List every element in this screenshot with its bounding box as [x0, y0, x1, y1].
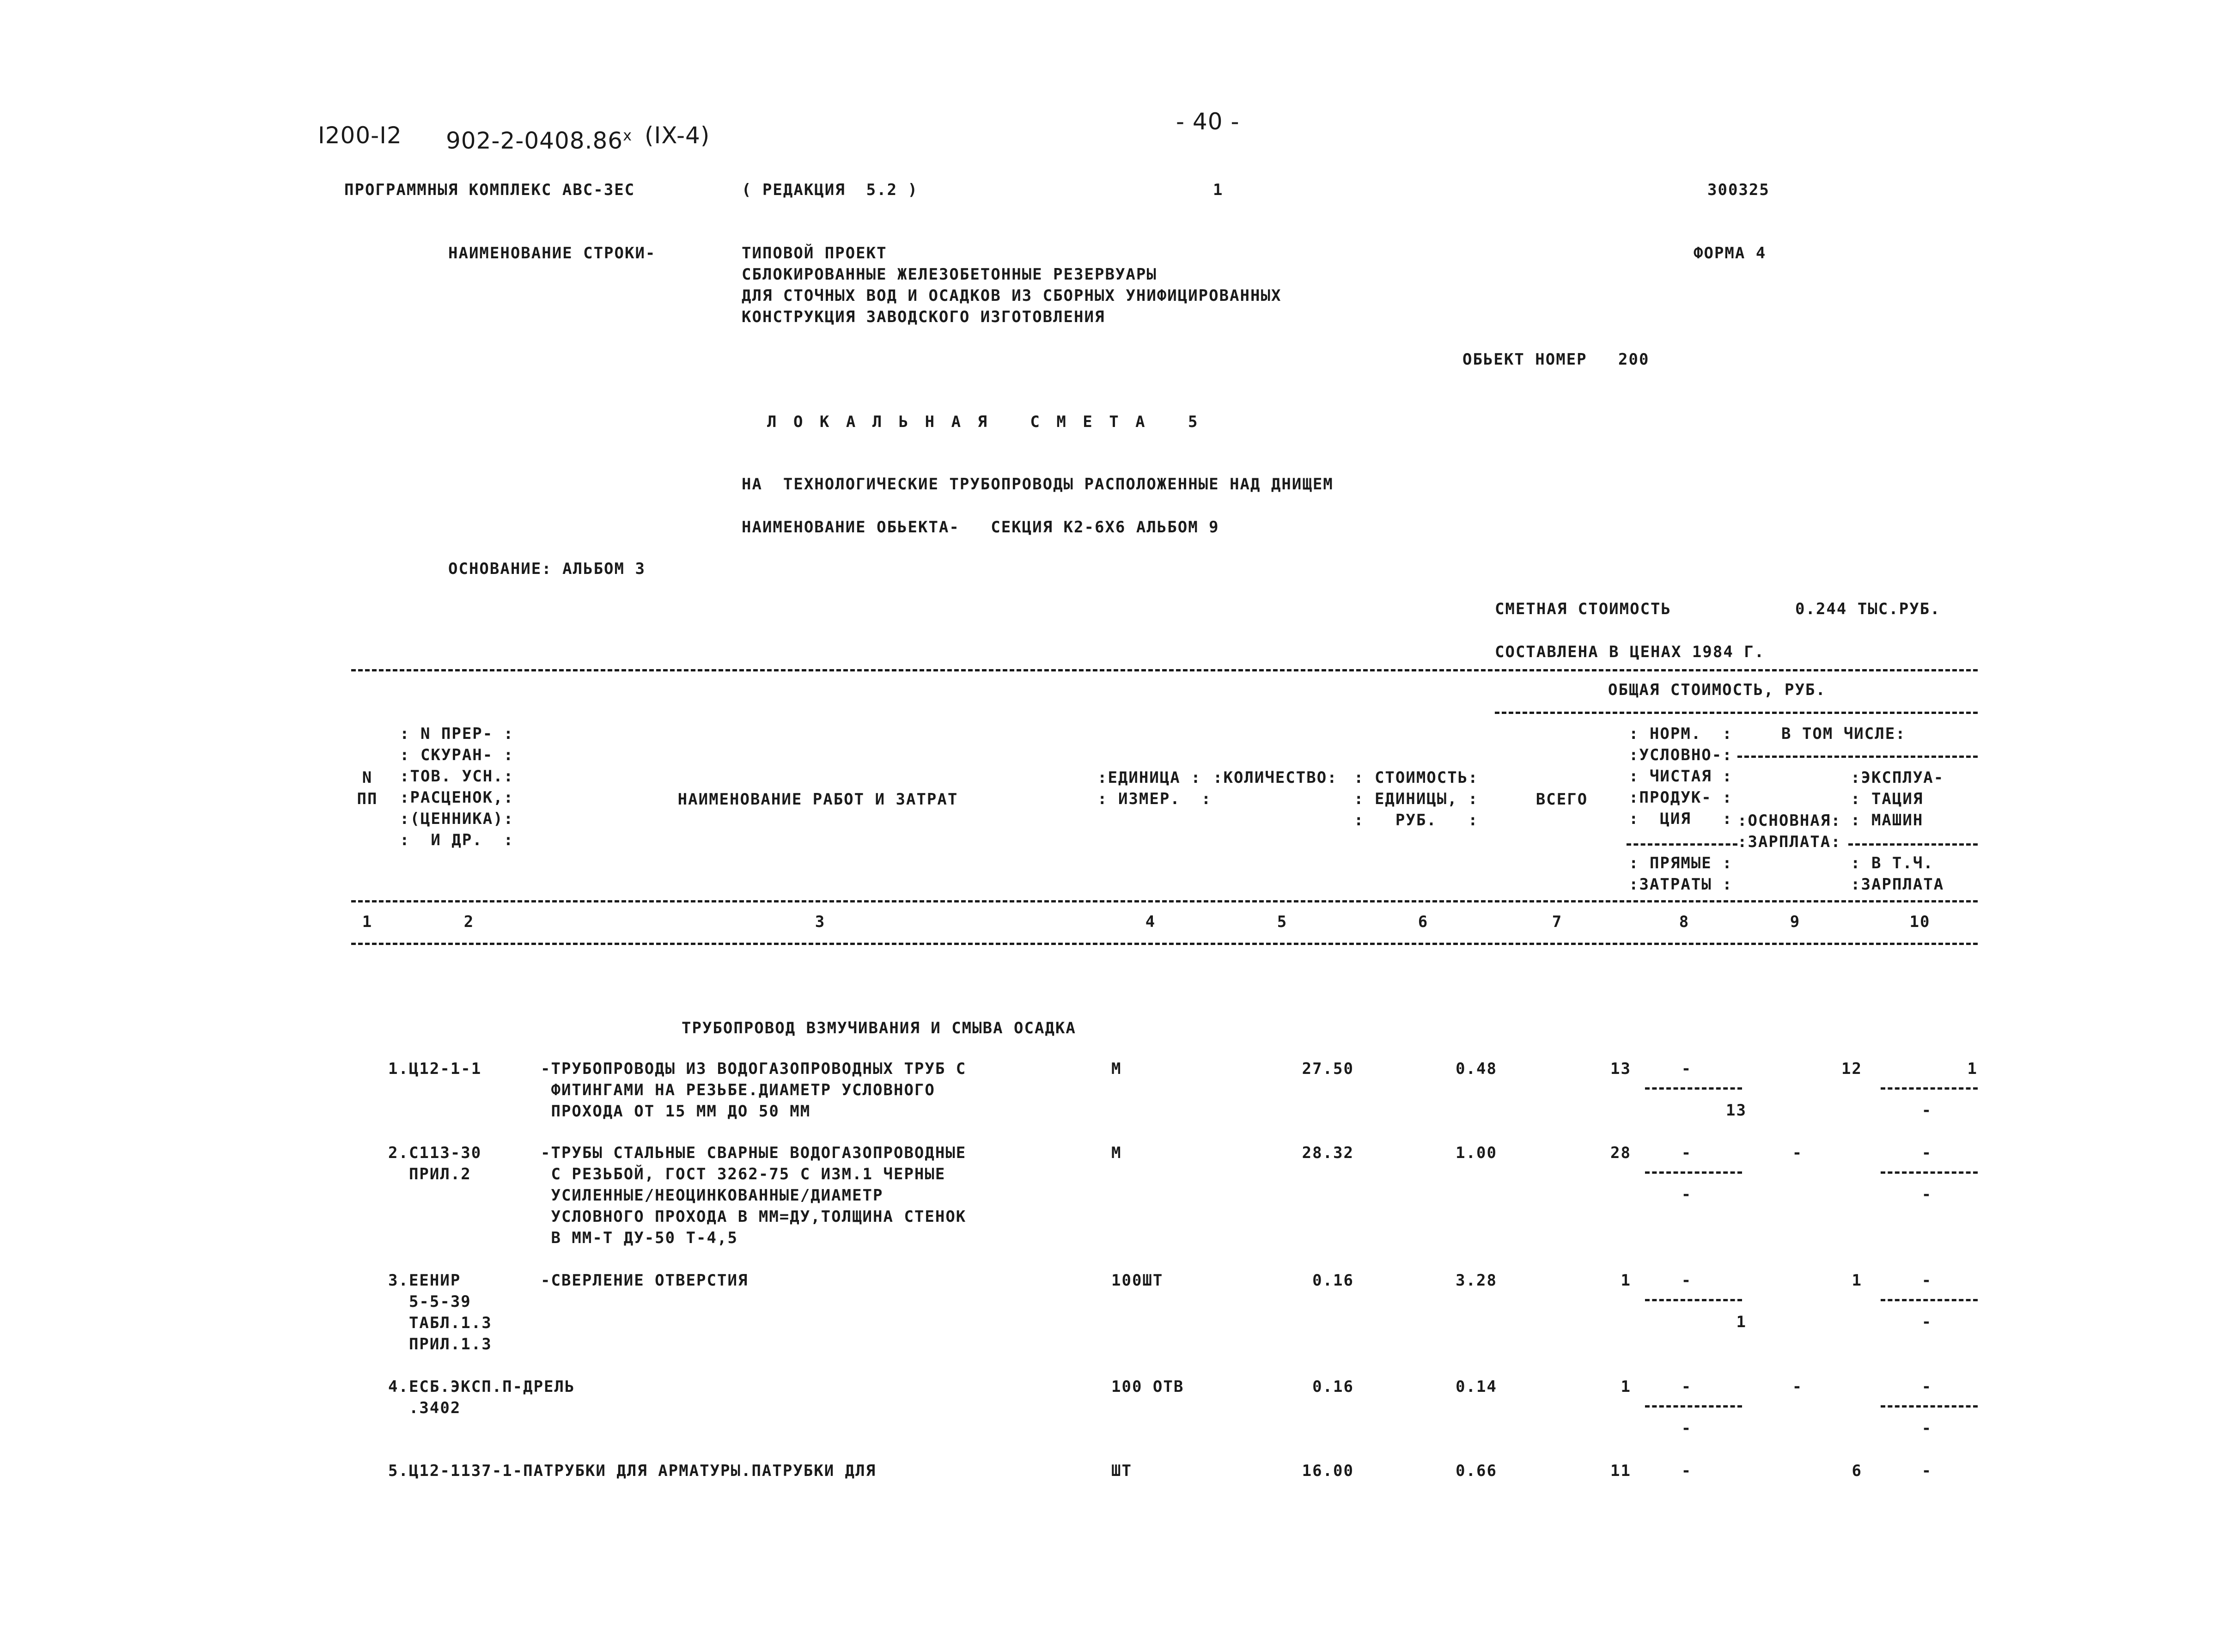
total-cost-group: ОБЩАЯ СТОИМОСТЬ, РУБ.	[1608, 681, 1826, 699]
row-code: 2.С113-30 ПРИЛ.2	[388, 1144, 482, 1183]
cell-rule	[1881, 1299, 1978, 1301]
col-number: 8	[1679, 913, 1690, 931]
stamp-part: (IX-4)	[645, 122, 710, 149]
row-unit: М	[1111, 1060, 1122, 1078]
row-col10a: -	[1921, 1378, 1932, 1396]
col-number: 2	[463, 913, 475, 931]
row-price: 0.14	[1456, 1378, 1497, 1396]
col-number: 10	[1909, 913, 1931, 931]
row-col10a: 1	[1967, 1060, 1978, 1078]
row-col8a: -	[1681, 1378, 1692, 1396]
col-number: 5	[1277, 913, 1288, 931]
estimate-subject: НА ТЕХНОЛОГИЧЕСКИЕ ТРУБОПРОВОДЫ РАСПОЛОЖЕННЫЕ НАД ДНИЩЕМ	[742, 475, 1334, 494]
row-col10a: -	[1921, 1271, 1932, 1290]
col-number: 6	[1418, 913, 1429, 931]
row-total: 1	[1621, 1378, 1631, 1396]
cell-rule	[1881, 1171, 1978, 1174]
row-unit: М	[1111, 1144, 1122, 1162]
row-label: НАИМЕНОВАНИЕ СТРОКИ-	[448, 244, 656, 262]
cell-rule	[1645, 1087, 1742, 1090]
including-label: В ТОМ ЧИСЛЕ:	[1781, 725, 1906, 743]
col-header-10: :ЭКСПЛУА- : ТАЦИЯ : МАШИН	[1851, 768, 1944, 829]
col-header-1: N ПП	[357, 768, 378, 808]
row-unit: 100ШТ	[1111, 1271, 1164, 1290]
group-rule	[1495, 712, 1978, 714]
cell-rule	[1645, 1405, 1742, 1408]
stamp-code	[446, 125, 632, 152]
col-header-9: :ОСНОВНАЯ: :ЗАРПЛАТА:	[1737, 811, 1841, 851]
title-line: КОНСТРУКЦИЯ ЗАВОДСКОГО ИЗГОТОВЛЕНИЯ	[742, 308, 1105, 326]
prices-year: СОСТАВЛЕНА В ЦЕНАХ 1984 Г.	[1495, 643, 1765, 661]
row-col10a: -	[1921, 1144, 1932, 1162]
row-code: 1.Ц12-1-1	[388, 1060, 482, 1078]
row-qty: 16.00	[1302, 1462, 1354, 1480]
row-col9: 1	[1852, 1271, 1862, 1290]
cell-rule	[1881, 1087, 1978, 1090]
header-bottom-rule	[351, 900, 1978, 902]
row-code: 5.Ц12-1137-1-ПАТРУБКИ ДЛЯ АРМАТУРЫ.ПАТРУБКИ ДЛЯ	[388, 1462, 877, 1480]
row-total: 28	[1610, 1144, 1631, 1162]
row-col8a: -	[1681, 1144, 1692, 1162]
row-col8b: -	[1681, 1419, 1692, 1438]
estimate-title: Л О К А Л Ь Н А Я С М Е Т А 5	[767, 413, 1201, 431]
basis: ОСНОВАНИЕ: АЛЬБОМ 3	[448, 560, 646, 578]
col-header-6: : СТОИМОСТЬ: : ЕДИНИЦЫ, : : РУБ. :	[1354, 768, 1479, 829]
row-price: 0.48	[1456, 1060, 1497, 1078]
row-qty: 27.50	[1302, 1060, 1354, 1078]
row-col8b: 13	[1726, 1101, 1747, 1120]
row-code: 4.ЕСБ.ЭКСП.П-ДРЕЛЬ .3402	[388, 1378, 575, 1417]
col-header-5: :КОЛИЧЕСТВО:	[1213, 768, 1338, 787]
col-number: 3	[815, 913, 826, 931]
col-header-10b: : В Т.Ч. :ЗАРПЛАТА	[1851, 854, 1944, 894]
edition: ( РЕДАКЦИЯ 5.2 )	[742, 181, 918, 199]
section-title: ТРУБОПРОВОД ВЗМУЧИВАНИЯ И СМЫВА ОСАДКА	[682, 1019, 1076, 1037]
row-col8a: -	[1681, 1060, 1692, 1078]
cell-rule	[1645, 1299, 1742, 1301]
row-name: -СВЕРЛЕНИЕ ОТВЕРСТИЯ	[541, 1271, 749, 1290]
sheet-number: 1	[1213, 181, 1224, 199]
row-unit: 100 ОТВ	[1111, 1378, 1184, 1396]
row-col10b: -	[1921, 1313, 1932, 1331]
doc-code: 300325	[1707, 181, 1770, 199]
col-header-8: : НОРМ. : :УСЛОВНО-: : ЧИСТАЯ : :ПРОДУК- : : ЦИЯ :	[1629, 725, 1733, 828]
row-qty: 0.16	[1312, 1271, 1354, 1290]
row-col9: -	[1792, 1378, 1803, 1396]
row-col10b: -	[1921, 1185, 1932, 1204]
row-col9: 6	[1852, 1462, 1862, 1480]
row-code: 3.ЕЕНИР 5-5-39 ТАБЛ.1.3 ПРИЛ.1.3	[388, 1271, 492, 1353]
row-col9: 12	[1841, 1060, 1862, 1078]
cell-rule	[1881, 1405, 1978, 1408]
title-line: СБЛОКИРОВАННЫЕ ЖЕЛЕЗОБЕТОННЫЕ РЕЗЕРВУАРЫ	[742, 265, 1157, 284]
row-col8a: -	[1681, 1271, 1692, 1290]
col10-split-rule	[1848, 843, 1978, 846]
row-col8a: -	[1681, 1462, 1692, 1480]
form-label: ФОРМА 4	[1694, 244, 1767, 262]
cell-rule	[1645, 1171, 1742, 1174]
row-name: -ТРУБОПРОВОДЫ ИЗ ВОДОГАЗОПРОВОДНЫХ ТРУБ С ФИТИНГАМИ НА РЕЗЬБЕ.ДИАМЕТР УСЛОВНОГО ПРОХОДА ОТ 15 ММ ДО 50 ММ	[541, 1060, 967, 1121]
row-name: -ТРУБЫ СТАЛЬНЫЕ СВАРНЫЕ ВОДОГАЗОПРОВОДНЫЕ С РЕЗЬБОЙ, ГОСТ 3262-75 С ИЗМ.1 ЧЕРНЫЕ УСИЛЕННЫЕ/НЕОЦИНКОВАННЫЕ/ДИАМЕТР УСЛОВНОГО ПРОХОДА В ММ=ДУ,ТОЛЩИНА СТЕНОК В ММ-Т ДУ-50 Т-4,5	[541, 1144, 967, 1247]
stamp-code-main: 902-2-0408.86	[446, 127, 623, 154]
col-number: 9	[1790, 913, 1801, 931]
row-total: 11	[1610, 1462, 1631, 1480]
col-number: 4	[1145, 913, 1156, 931]
including-rule	[1737, 756, 1978, 758]
row-col8b: 1	[1736, 1313, 1747, 1331]
col-header-3: НАИМЕНОВАНИЕ РАБОТ И ЗАТРАТ	[677, 790, 958, 809]
stamp-left: I200-I2	[318, 122, 402, 149]
program-name: ПРОГРАММНЫЯ КОМПЛЕКС АВС-ЗЕС	[344, 181, 635, 199]
row-col10a: -	[1921, 1462, 1932, 1480]
col-number: 1	[362, 913, 373, 931]
col8-split-rule	[1627, 843, 1737, 846]
row-total: 13	[1610, 1060, 1631, 1078]
row-unit: ШТ	[1111, 1462, 1132, 1480]
row-price: 3.28	[1456, 1271, 1497, 1290]
table-top-rule	[351, 669, 1978, 671]
row-total: 1	[1621, 1271, 1631, 1290]
row-col9: -	[1792, 1144, 1803, 1162]
page-number: - 40 -	[1176, 108, 1240, 135]
col-header-8b: : ПРЯМЫЕ : :ЗАТРАТЫ :	[1629, 854, 1733, 894]
cost-value: 0.244 ТЫС.РУБ.	[1795, 600, 1941, 618]
col-header-7: ВСЕГО	[1535, 790, 1588, 809]
object-number: ОБЬЕКТ НОМЕР 200	[1462, 350, 1650, 369]
stamp-code-sup: x	[623, 127, 633, 144]
object-name: НАИМЕНОВАНИЕ ОБЬЕКТА- СЕКЦИЯ К2-6Х6 АЛЬБОМ 9	[742, 518, 1219, 536]
row-price: 0.66	[1456, 1462, 1497, 1480]
row-qty: 0.16	[1312, 1378, 1354, 1396]
title-line: ТИПОВОЙ ПРОЕКТ	[742, 244, 887, 262]
title-line: ДЛЯ СТОЧНЫХ ВОД И ОСАДКОВ ИЗ СБОРНЫХ УНИФИЦИРОВАННЫХ	[742, 287, 1282, 305]
col-header-4: :ЕДИНИЦА : : ИЗМЕР. :	[1097, 768, 1212, 808]
row-price: 1.00	[1456, 1144, 1497, 1162]
col-number: 7	[1552, 913, 1563, 931]
cost-label: СМЕТНАЯ СТОИМОСТЬ	[1495, 600, 1671, 618]
row-qty: 28.32	[1302, 1144, 1354, 1162]
row-col10b: -	[1921, 1101, 1932, 1120]
row-col8b: -	[1681, 1185, 1692, 1204]
numbers-bottom-rule	[351, 943, 1978, 945]
row-col10b: -	[1921, 1419, 1932, 1438]
col-header-2: : N ПРЕР- : : СКУРАН- : :ТОВ. УСН.: :РАСЦЕНОК,: :(ЦЕННИКА): : И ДР. :	[400, 725, 514, 849]
